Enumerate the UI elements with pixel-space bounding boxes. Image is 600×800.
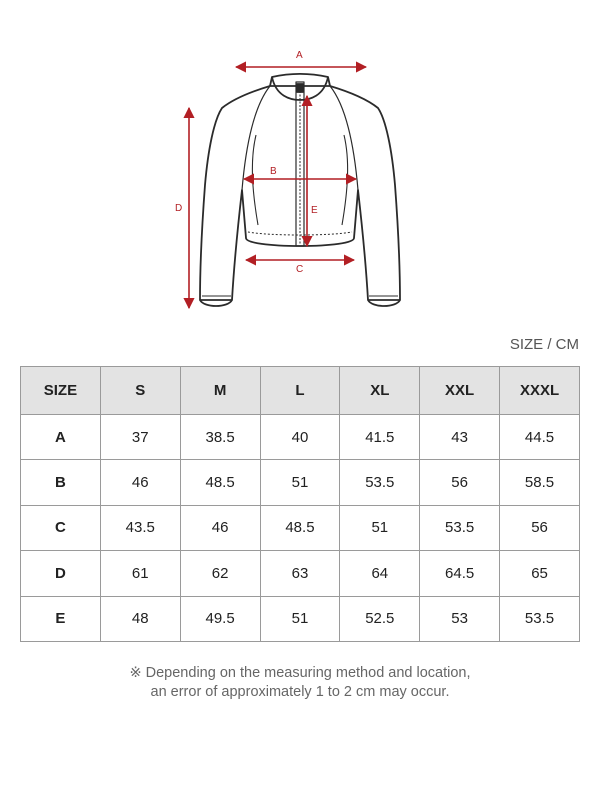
row-label: C	[21, 505, 101, 550]
size-chart-table	[20, 366, 580, 642]
table-row	[21, 505, 580, 550]
table-cell: 53.5	[340, 460, 420, 505]
table-cell: 48.5	[260, 505, 340, 550]
table-cell: 46	[180, 505, 260, 550]
table-cell: 64.5	[420, 551, 500, 596]
table-cell: 43.5	[100, 505, 180, 550]
table-cell: 53.5	[500, 596, 580, 641]
label-d: D	[175, 203, 183, 214]
table-cell: 58.5	[500, 460, 580, 505]
table-row	[21, 460, 580, 505]
header-xl: XL	[340, 367, 420, 415]
table-cell: 51	[260, 460, 340, 505]
label-a: A	[296, 50, 303, 61]
label-b: B	[270, 166, 277, 177]
header-size: SIZE	[21, 367, 101, 415]
table-cell: 37	[100, 415, 180, 460]
label-c: C	[296, 264, 304, 275]
header-l: L	[260, 367, 340, 415]
table-cell: 56	[420, 460, 500, 505]
table-cell: 56	[500, 505, 580, 550]
table-cell: 44.5	[500, 415, 580, 460]
header-xxxl: XXXL	[500, 367, 580, 415]
table-cell: 65	[500, 551, 580, 596]
header-row	[21, 367, 580, 415]
label-e: E	[311, 205, 318, 216]
table-cell: 40	[260, 415, 340, 460]
table-cell: 48.5	[180, 460, 260, 505]
table-cell: 52.5	[340, 596, 420, 641]
table-cell: 46	[100, 460, 180, 505]
table-cell: 53	[420, 596, 500, 641]
table-cell: 63	[260, 551, 340, 596]
header-xxl: XXL	[420, 367, 500, 415]
table-cell: 48	[100, 596, 180, 641]
table-row	[21, 551, 580, 596]
table-row	[21, 596, 580, 641]
table-cell: 62	[180, 551, 260, 596]
row-label: D	[21, 551, 101, 596]
note-line-1: ※ Depending on the measuring method and location,	[129, 665, 471, 681]
table-cell: 49.5	[180, 596, 260, 641]
unit-label: SIZE / CM	[509, 336, 579, 353]
table-cell: 43	[420, 415, 500, 460]
row-label: E	[21, 596, 101, 641]
table-cell: 51	[340, 505, 420, 550]
note-line-2: an error of approximately 1 to 2 cm may occur.	[150, 684, 450, 700]
table-cell: 61	[100, 551, 180, 596]
table-cell: 41.5	[340, 415, 420, 460]
header-m: M	[180, 367, 260, 415]
table-cell: 64	[340, 551, 420, 596]
table-cell: 53.5	[420, 505, 500, 550]
table-cell: 38.5	[180, 415, 260, 460]
header-s: S	[100, 367, 180, 415]
row-label: B	[21, 460, 101, 505]
table-row	[21, 415, 580, 460]
measurement-note	[0, 664, 600, 702]
row-label: A	[21, 415, 101, 460]
jacket-measurement-diagram	[0, 0, 600, 330]
table-cell: 51	[260, 596, 340, 641]
